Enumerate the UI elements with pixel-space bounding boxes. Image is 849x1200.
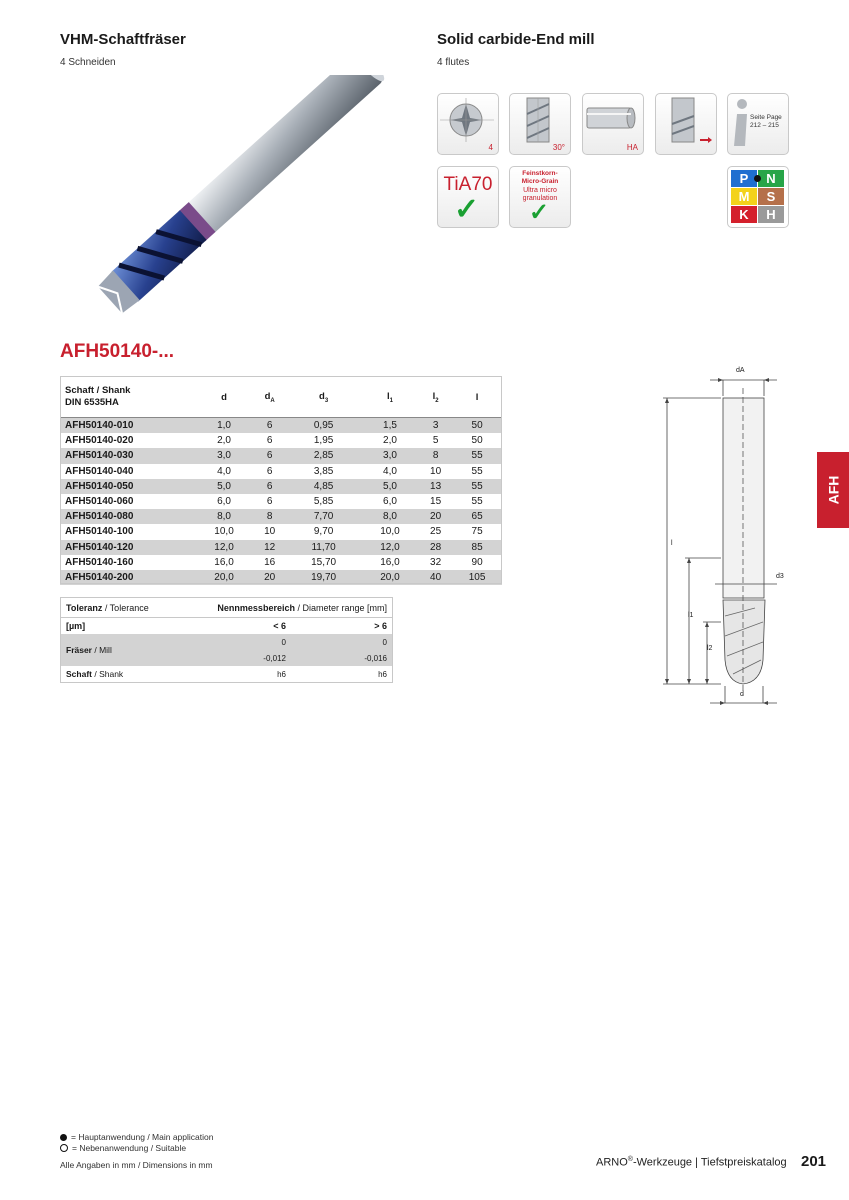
cell-dA: 6 (266, 496, 273, 508)
iso-group-n: N (758, 170, 784, 187)
mill-upper-lt: 0 (191, 634, 291, 650)
cell-l1: 8,0 (361, 509, 419, 524)
main-application-dot (754, 175, 761, 182)
flute-count-icon (437, 93, 499, 155)
dim-label-l: l (671, 540, 673, 547)
product-code: AFH50140-... (60, 341, 175, 362)
cell-l: 50 (471, 435, 483, 447)
unit-label: [µm] (66, 621, 86, 631)
cell-dA: 6 (266, 465, 273, 477)
table-row (60, 464, 502, 479)
cell-d: 20,0 (195, 570, 253, 585)
table-row (60, 418, 502, 434)
technical-drawing (655, 360, 790, 710)
column-header-d3: $d_3$ (319, 390, 329, 404)
shank-type-label: HA (626, 143, 638, 152)
table-row (60, 540, 502, 555)
cell-l2: 25 (430, 526, 442, 538)
check-icon: ✓ (454, 193, 480, 226)
iso-group-s: S (758, 188, 784, 205)
cell-l: 90 (471, 556, 483, 568)
cell-dA: 6 (253, 479, 286, 494)
grain-icon (509, 166, 571, 228)
cell-d3: 19,70 (286, 570, 361, 585)
cell-l1: 3,0 (361, 448, 419, 463)
cell-l2: 3 (419, 418, 452, 434)
cell-d3: 2,85 (286, 448, 361, 463)
flute-count-label: 4 (488, 143, 493, 152)
filled-circle-icon (60, 1134, 67, 1141)
cell-dA: 6 (253, 418, 286, 434)
dim-label-l1: l1 (688, 612, 694, 619)
table-row (60, 524, 502, 539)
title-en: Solid carbide-End mill (437, 31, 595, 48)
cell-l1: 1,5 (361, 418, 419, 434)
grain-en-line2: granulation (522, 195, 558, 202)
range-lt: < 6 (273, 621, 286, 631)
table-row (60, 494, 502, 509)
cell-dA: 8 (253, 509, 286, 524)
grain-en-line1: Ultra micro (523, 187, 557, 194)
mill-upper-gt: 0 (291, 634, 393, 650)
cell-l: 55 (471, 496, 483, 508)
shank-header-line2: DIN 6535HA (65, 397, 119, 408)
iso-material-grid (731, 170, 783, 222)
coating-icon (437, 166, 499, 228)
table-row (60, 555, 502, 570)
cell-l: 85 (452, 540, 502, 555)
cell-l2: 10 (430, 465, 442, 477)
iso-group-m: M (731, 188, 757, 205)
cell-l1: 2,0 (383, 435, 397, 447)
end-mill-photo (70, 75, 400, 325)
cell-l1: 20,0 (361, 570, 419, 585)
cell-l: 55 (471, 465, 483, 477)
cell-d: 2,0 (217, 435, 231, 447)
cell-d: 10,0 (214, 526, 234, 538)
check-icon: ✓ (529, 199, 550, 226)
cell-d3: 3,85 (313, 465, 334, 477)
legend-main-text: = Hauptanwendung / Main application (71, 1132, 214, 1142)
cell-dA: 12 (253, 540, 286, 555)
cell-d: 5,0 (195, 479, 253, 494)
info-icon (727, 93, 789, 155)
mill-label: Fräser / Mill (61, 634, 192, 666)
subtitle-de: 4 Schneiden (60, 57, 116, 68)
info-page-range: 212 – 215 (750, 122, 779, 129)
registered-mark: ® (627, 1156, 633, 1163)
cell-l: 105 (452, 570, 502, 585)
cell-l: 50 (452, 418, 502, 434)
cell-dA: 10 (264, 526, 276, 538)
iso-group-k: K (731, 206, 757, 223)
column-header-d: d (221, 391, 227, 403)
diameter-range-header: Nennmessbereich / Diameter range [mm] (217, 602, 387, 613)
cell-l1: 5,0 (361, 479, 419, 494)
cell-l2: 32 (430, 556, 442, 568)
shank-header-line1: Schaft / Shank (65, 385, 131, 396)
open-circle-icon (60, 1144, 68, 1152)
cell-d3: 5,85 (313, 496, 334, 508)
brand-name: ARNO (596, 1156, 628, 1169)
cell-dA: 6 (253, 448, 286, 463)
cell-l: 65 (452, 509, 502, 524)
cell-l2: 40 (419, 570, 452, 585)
catalog-name: -Werkzeuge | Tiefstpreiskatalog (632, 1156, 787, 1169)
cell-l: 75 (471, 526, 483, 538)
column-header-dA: $d_A$ (264, 390, 275, 404)
dim-label-d3: d3 (776, 573, 784, 580)
article-code: AFH50140-060 (65, 496, 134, 508)
table-row (60, 479, 502, 494)
center-cutting-icon (655, 93, 717, 155)
article-code: AFH50140-080 (60, 509, 195, 524)
subtitle-en: 4 flutes (437, 57, 470, 68)
dim-label-l2: l2 (707, 645, 713, 652)
spec-table (60, 376, 502, 585)
cell-dA: 16 (264, 556, 276, 568)
cell-d: 4,0 (217, 465, 231, 477)
dimensions-note: Alle Angaben in mm / Dimensions in mm (60, 1160, 213, 1170)
section-tab-label: AFH (825, 475, 841, 505)
iso-group-p: P (731, 170, 757, 187)
column-header-l1: $l_1$ (386, 390, 393, 404)
grain-de-line1: Feinstkorn- (522, 170, 558, 177)
dim-label-dA: dA (736, 367, 745, 374)
cell-d3: 11,70 (286, 540, 361, 555)
shank-label: Schaft / Shank (66, 669, 124, 679)
cell-dA: 6 (266, 435, 273, 447)
article-code: AFH50140-010 (60, 418, 195, 434)
helix-angle-icon (509, 93, 571, 155)
cell-d3: 15,70 (311, 556, 337, 568)
cell-dA: 20 (253, 570, 286, 585)
article-code: AFH50140-050 (60, 479, 195, 494)
table-row (60, 509, 502, 524)
coating-label: TiA70 (443, 174, 493, 195)
page-number: 201 (801, 1153, 827, 1170)
shank-lt: h6 (277, 669, 286, 679)
cell-l1: 6,0 (383, 496, 397, 508)
article-code: AFH50140-030 (60, 448, 195, 463)
cell-d: 1,0 (195, 418, 253, 434)
cell-l: 55 (452, 479, 502, 494)
cell-l2: 28 (419, 540, 452, 555)
iso-group-h: H (758, 206, 784, 223)
table-row (60, 448, 502, 463)
grain-de-line2: Micro-Grain (521, 178, 559, 185)
cell-l1: 4,0 (383, 465, 397, 477)
table-row (60, 570, 502, 585)
legend-main (60, 1132, 213, 1142)
cell-l1: 10,0 (380, 526, 400, 538)
shank-header (60, 377, 195, 418)
cell-d: 12,0 (195, 540, 253, 555)
cell-l1: 12,0 (361, 540, 419, 555)
spec-table-header (60, 377, 502, 418)
article-code: AFH50140-200 (60, 570, 195, 585)
cell-l2: 13 (419, 479, 452, 494)
info-page-text: Seite Page (750, 114, 782, 121)
cell-d3: 7,70 (286, 509, 361, 524)
table-row (60, 433, 502, 448)
cell-d3: 0,95 (286, 418, 361, 434)
cell-l: 55 (452, 448, 502, 463)
range-gt: > 6 (374, 621, 387, 631)
iso-material-icon (727, 166, 789, 228)
cell-l2: 8 (419, 448, 452, 463)
article-code: AFH50140-160 (65, 556, 134, 568)
article-code: AFH50140-020 (65, 435, 134, 447)
cell-d: 3,0 (195, 448, 253, 463)
title-de: VHM-Schaftfräser (60, 31, 186, 48)
mill-lower-gt: -0,016 (291, 650, 393, 666)
helix-angle-label: 30° (552, 143, 565, 152)
shank-type-icon (582, 93, 644, 155)
cell-l2: 20 (419, 509, 452, 524)
column-header-l: l (475, 391, 479, 403)
tolerance-table (60, 597, 393, 683)
cell-l2: 5 (432, 435, 439, 447)
cell-d3: 9,70 (313, 526, 334, 538)
cell-d: 6,0 (217, 496, 231, 508)
tolerance-header: Toleranz / Tolerance (66, 602, 149, 613)
column-header-l2: $l_2$ (432, 390, 439, 404)
legend-suitable-text: = Nebenanwendung / Suitable (72, 1143, 187, 1153)
mill-lower-lt: -0,012 (191, 650, 291, 666)
shank-gt: h6 (378, 669, 387, 679)
cell-d3: 1,95 (313, 435, 334, 447)
cell-d3: 4,85 (286, 479, 361, 494)
article-code: AFH50140-120 (60, 540, 195, 555)
cell-d: 16,0 (214, 556, 234, 568)
cell-l2: 15 (430, 496, 442, 508)
article-code: AFH50140-100 (65, 526, 134, 538)
dim-label-d: d (740, 691, 744, 698)
article-code: AFH50140-040 (65, 465, 134, 477)
catalog-footer (596, 1156, 787, 1169)
legend-suitable (60, 1143, 186, 1153)
cell-l1: 16,0 (380, 556, 400, 568)
cell-d: 8,0 (195, 509, 253, 524)
